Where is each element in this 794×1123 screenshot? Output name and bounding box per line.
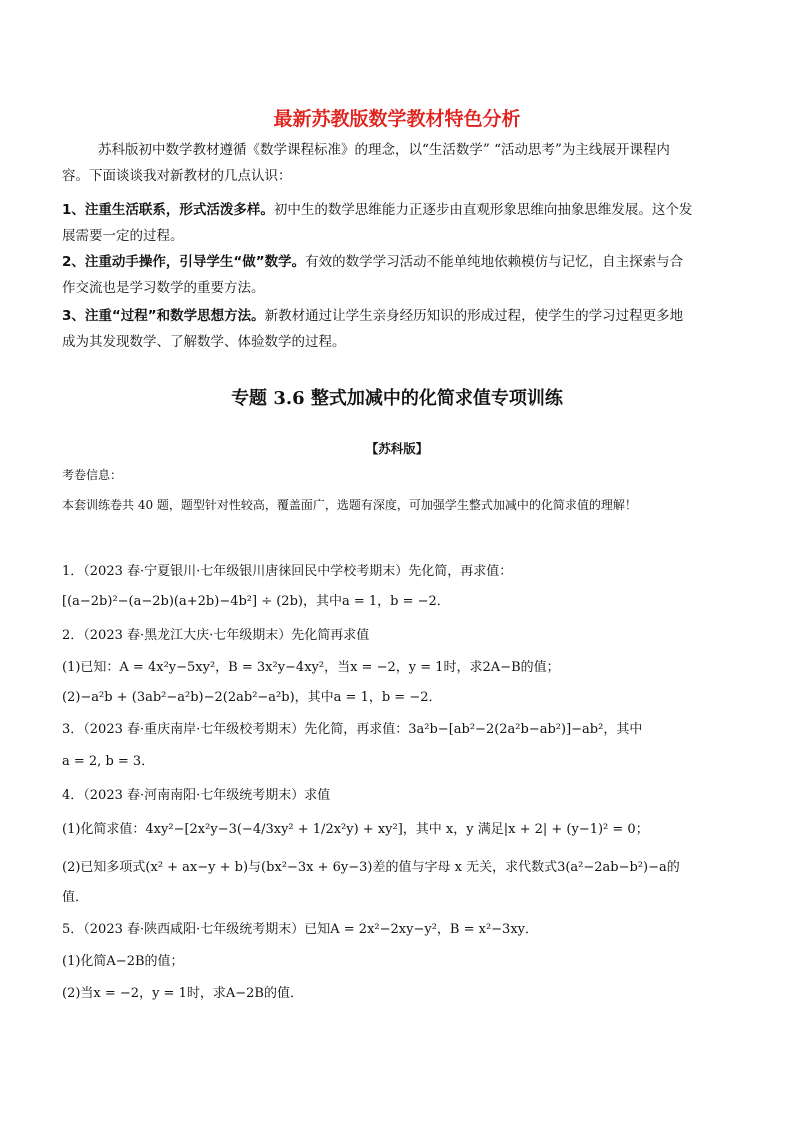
question-4-part-2: (2)已知多项式(x² + ax−y + b)与(bx²−3x + 6y−3)差的值与字母 x 无关，求代数式3(a²−2ab−b²)−a的 — [62, 860, 680, 875]
intro-line-1: 苏科版初中数学教材遵循《数学课程标准》的理念，以“生活数学” “活动思考”为主线展开课程内 — [98, 142, 670, 158]
point-1-line-1 — [62, 200, 692, 220]
exam-info-label: 考卷信息： — [62, 468, 123, 482]
point-2-line-1 — [62, 252, 683, 272]
point-3-heading: 3、注重“过程”和数学思想方法。 — [62, 308, 265, 324]
point-1-text: 初中生的数学思维能力正逐步由直观形象思维向抽象思维发展。这个发 — [273, 202, 693, 218]
question-2-head: 2．（2023 春·黑龙江大庆·七年级期末）先化简再求值 — [62, 628, 370, 643]
question-2-part-1: (1)已知：A = 4x²y−5xy²，B = 3x²y−4xy²，当x = −2，y = 1时，求2A−B的值； — [62, 660, 560, 675]
document-title: 最新苏教版数学教材特色分析 — [273, 108, 521, 130]
question-1-expression: [(a−2b)²−(a−2b)(a+2b)−4b²] ÷ (2b)，其中a = 1，b = −2． — [62, 594, 450, 609]
topic-title: 专题 3.6 整式加减中的化简求值专项训练 — [231, 388, 563, 409]
question-4-part-1: (1)化简求值：4xy²−[2x²y−3(−4/3xy² + 1/2x²y) + xy²]，其中 x，y 满足|x + 2| + (y−1)² = 0； — [62, 822, 649, 837]
point-1-heading: 1、注重生活联系，形式活泼多样。 — [62, 202, 274, 218]
point-1-line-2: 展需要一定的过程。 — [62, 228, 184, 244]
question-5-part-2: (2)当x = −2，y = 1时，求A−2B的值． — [62, 986, 303, 1001]
question-5-head: 5．（2023 春·陕西咸阳·七年级统考期末）已知A = 2x²−2xy−y²，B = x²−3xy． — [62, 922, 538, 937]
point-3-line-2: 成为其发现数学、了解数学、体验数学的过程。 — [62, 334, 346, 350]
question-4-head: 4．（2023 春·河南南阳·七年级统考期末）求值 — [62, 788, 331, 803]
question-1-head: 1．（2023 春·宁夏银川·七年级银川唐徕回民中学校考期末）先化简，再求值： — [62, 564, 513, 579]
question-5-part-1: (1)化简A−2B的值； — [62, 954, 184, 969]
question-3-head: 3．（2023 春·重庆南岸·七年级校考期末）先化简，再求值：3a²b−[ab²−2(2a²b−ab²)]−ab²，其中 — [62, 722, 643, 737]
point-2-text: 有效的数学学习活动不能单纯地依赖模仿与记忆，自主探索与合 — [305, 254, 684, 270]
point-3-text: 新教材通过让学生亲身经历知识的形成过程，使学生的学习过程更多地 — [264, 308, 684, 324]
edition-label: 【苏科版】 — [365, 441, 429, 456]
question-2-part-2: (2)−a²b + (3ab²−a²b)−2(2ab²−a²b)，其中a = 1，b = −2． — [62, 690, 442, 705]
point-2-heading: 2、注重动手操作，引导学生“做”数学。 — [62, 254, 306, 270]
intro-line-2: 容。下面谈谈我对新教材的几点认识： — [62, 168, 292, 184]
point-3-line-1 — [62, 306, 683, 326]
question-4-part-2-continuation: 值． — [62, 890, 89, 905]
question-3-continuation: a = 2, b = 3． — [62, 754, 155, 769]
exam-info-text: 本套训练卷共 40 题，题型针对性较高，覆盖面广，选题有深度，可加强学生整式加减中的化简求值的理解！ — [62, 498, 637, 512]
point-2-line-2: 作交流也是学习数学的重要方法。 — [62, 280, 265, 296]
